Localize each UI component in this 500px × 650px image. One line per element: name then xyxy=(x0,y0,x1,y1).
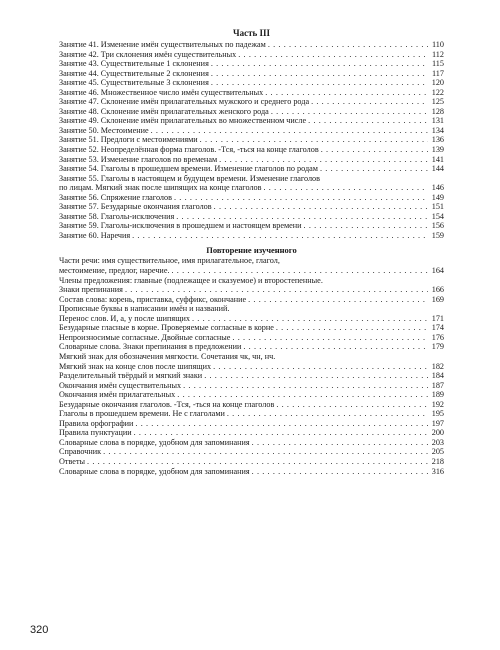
toc-entry xyxy=(59,135,444,145)
entry-line: Мягкий знак для обозначения мягкости. Сочетания чк, чн, нч. xyxy=(59,351,276,361)
toc-entry xyxy=(59,342,444,352)
entry-title: Занятие 57. Безударные окончания глаголов xyxy=(59,202,212,212)
entry-title-continued: по лицам. Мягкий знак после шипящих на конце глаголов xyxy=(59,183,262,193)
entry-title: Окончания имён прилагательных xyxy=(59,390,176,400)
dot-leader xyxy=(176,212,428,222)
entry-title: Занятие 41. Изменение имён существительных по падежам xyxy=(59,40,266,49)
entry-title: Безударные окончания глаголов. -Тся, -ться на конце глаголов xyxy=(59,399,275,409)
toc-entry xyxy=(59,174,444,193)
entry-page: 179 xyxy=(431,342,444,352)
entry-title: Перенос слов. И, а, у после шипящих xyxy=(59,313,190,323)
entry-title: Занятие 58. Глаголы-исключения xyxy=(59,211,175,221)
dot-leader xyxy=(265,88,428,98)
review-entries xyxy=(59,256,444,476)
entry-page: 117 xyxy=(432,68,444,78)
entry-title: Окончания имён существительных xyxy=(59,380,182,390)
entry-page: 184 xyxy=(431,371,444,381)
entry-page: 205 xyxy=(431,447,444,457)
dot-leader xyxy=(271,107,428,117)
toc-entry xyxy=(59,371,444,381)
toc-entry xyxy=(59,400,444,410)
toc-entry xyxy=(59,428,444,438)
entry-page: 112 xyxy=(432,49,444,59)
toc-entry xyxy=(59,50,444,60)
dot-leader xyxy=(211,78,428,88)
entry-title: Занятие 60. Наречия xyxy=(59,230,131,240)
dot-leader xyxy=(243,342,428,352)
dot-leader xyxy=(304,221,428,231)
entry-title: Занятие 56. Спряжение глаголов xyxy=(59,192,172,202)
entry-title: Занятие 45. Существительные 3 склонения xyxy=(59,78,209,88)
dot-leader xyxy=(232,333,428,343)
entry-title: Словарные слова. Знаки препинания в предложении xyxy=(59,342,242,352)
entry-page: 164 xyxy=(431,266,444,276)
entry-title: Занятие 55. Глаголы в настоящем и будущем времени. Изменение глаголов xyxy=(59,173,321,183)
entry-title: Справочник xyxy=(59,447,102,457)
dot-leader xyxy=(252,438,428,448)
toc-entry xyxy=(59,276,444,295)
entry-title: Ответы xyxy=(59,456,86,466)
toc-entry xyxy=(59,40,444,50)
entry-page: 125 xyxy=(431,97,444,107)
entry-page: 169 xyxy=(431,294,444,304)
entry-title: Занятие 50. Местоимение xyxy=(59,125,149,135)
entry-page: 136 xyxy=(431,135,444,145)
dot-leader xyxy=(227,409,428,419)
entry-title: Занятие 54. Глаголы в прошедшем времени. Изменение глаголов по родам xyxy=(59,164,318,174)
toc-entry xyxy=(59,419,444,429)
entry-page: 197 xyxy=(431,418,444,428)
page-number: 320 xyxy=(30,624,49,636)
dot-leader xyxy=(311,97,428,107)
part-entries xyxy=(59,40,444,240)
dot-leader xyxy=(248,295,428,305)
entry-title: Занятие 44. Существительные 2 склонения xyxy=(59,68,209,78)
entry-line: Части речи: имя существительное, имя прилагательное, глагол, xyxy=(59,256,280,266)
entry-page: 115 xyxy=(432,59,444,69)
toc-entry xyxy=(59,88,444,98)
entry-page: 195 xyxy=(431,409,444,419)
toc-entry xyxy=(59,164,444,174)
toc-entry xyxy=(59,438,444,448)
toc-entry xyxy=(59,193,444,203)
dot-leader xyxy=(238,50,428,60)
entry-page: 203 xyxy=(431,437,444,447)
entry-page: 144 xyxy=(431,164,444,174)
part-title: Часть III xyxy=(232,28,271,38)
dot-leader xyxy=(214,202,428,212)
entry-page: 187 xyxy=(431,380,444,390)
entry-page: 316 xyxy=(431,466,444,476)
toc-entry xyxy=(59,256,444,275)
entry-page: 189 xyxy=(431,390,444,400)
entry-page: 182 xyxy=(431,361,444,371)
entry-page: 171 xyxy=(431,313,444,323)
entry-page: 192 xyxy=(431,399,444,409)
toc-entry xyxy=(59,447,444,457)
toc-entry xyxy=(59,231,444,241)
toc-entry xyxy=(59,78,444,88)
toc-entry xyxy=(59,116,444,126)
entry-title: Безударные гласные в корне. Проверяемые согласные в корне xyxy=(59,323,274,333)
toc-entry xyxy=(59,97,444,107)
toc-entry xyxy=(59,381,444,391)
entry-line: Прописные буквы в написании имён и названий. xyxy=(59,304,230,314)
entry-title: Словарные слова в порядке, удобном для запоминания xyxy=(59,466,250,476)
entry-page: 146 xyxy=(431,183,444,193)
toc-entry xyxy=(59,323,444,333)
entry-page: 122 xyxy=(431,87,444,97)
toc-entry xyxy=(59,212,444,222)
entry-page: 154 xyxy=(431,211,444,221)
entry-page: 156 xyxy=(431,221,444,231)
toc-entry xyxy=(59,352,444,371)
entry-title: Непроизносимые согласные. Двойные согласные xyxy=(59,332,231,342)
entry-title: Разделительный твёрдый и мягкий знаки xyxy=(59,371,203,381)
dot-leader xyxy=(320,164,428,174)
toc-entry xyxy=(59,457,444,467)
entry-page: 128 xyxy=(431,106,444,116)
entry-title: Занятие 51. Предлоги с местоимениями xyxy=(59,135,198,145)
entry-page: 174 xyxy=(431,323,444,333)
entry-title: Глаголы в прошедшем времени. Не с глаголами xyxy=(59,409,225,419)
entry-title: Занятие 43. Существительные 1 склонения xyxy=(59,59,209,69)
dot-leader xyxy=(204,371,428,381)
entry-title: Занятие 52. Неопределённая форма глаголов. -Тся, -ться на конце глаголов xyxy=(59,145,319,155)
dot-leader xyxy=(308,116,428,126)
entry-page: 120 xyxy=(431,78,444,88)
toc-entry xyxy=(59,69,444,79)
dot-leader xyxy=(252,467,428,477)
entry-title: Состав слова: корень, приставка, суффикс, окончание xyxy=(59,294,247,304)
toc-entry xyxy=(59,390,444,400)
dot-leader xyxy=(125,285,428,295)
dot-leader xyxy=(276,400,428,410)
entry-title: Занятие 48. Склонение имён прилагательных женского рода xyxy=(59,106,269,116)
toc-entry xyxy=(59,409,444,419)
dot-leader xyxy=(134,428,428,438)
toc-entry xyxy=(59,295,444,305)
entry-title: Занятие 46. Множественное число имён существительных xyxy=(59,87,264,97)
entry-page: 176 xyxy=(431,332,444,342)
dot-leader xyxy=(103,447,428,457)
entry-title: Словарные слова в порядке, удобном для запоминания xyxy=(59,437,250,447)
dot-leader xyxy=(321,145,428,155)
entry-page: 139 xyxy=(431,145,444,155)
toc-entry xyxy=(59,467,444,477)
dot-leader xyxy=(268,40,428,50)
toc-entry xyxy=(59,59,444,69)
dot-leader xyxy=(211,69,428,79)
toc-entry xyxy=(59,126,444,136)
dot-leader xyxy=(183,381,428,391)
toc-entry xyxy=(59,107,444,117)
entry-page: 131 xyxy=(431,116,444,126)
entry-title: Занятие 59. Глаголы-исключения в прошедшем и настоящем времени xyxy=(59,221,302,231)
toc-entry xyxy=(59,155,444,165)
entry-page: 166 xyxy=(431,285,444,295)
toc-entry xyxy=(59,145,444,155)
dot-leader xyxy=(172,266,429,276)
entry-line: Члены предложения: главные (подлежащее и сказуемое) и второстепенные. xyxy=(59,275,323,285)
entry-page: 159 xyxy=(431,230,444,240)
dot-leader xyxy=(135,419,428,429)
dot-leader xyxy=(132,231,428,241)
review-section-title: Повторение изученного xyxy=(206,245,297,256)
toc-entry xyxy=(59,304,444,323)
dot-leader xyxy=(264,183,429,193)
entry-title: Правила орфографии xyxy=(59,418,134,428)
dot-leader xyxy=(151,126,428,136)
entry-title: Знаки препинания xyxy=(59,285,123,295)
entry-title: Занятие 47. Склонение имён прилагательных мужского и среднего рода xyxy=(59,97,310,107)
dot-leader xyxy=(213,362,428,372)
entry-title: Занятие 49. Склонение имён прилагательных во множественном числе xyxy=(59,116,307,126)
entry-title: местоимение, предлог, наречие. xyxy=(59,266,170,276)
entry-page: 141 xyxy=(431,154,444,164)
dot-leader xyxy=(276,323,428,333)
dot-leader xyxy=(87,457,428,467)
dot-leader xyxy=(174,193,428,203)
table-of-contents xyxy=(59,28,444,476)
dot-leader xyxy=(200,135,428,145)
entry-page: 151 xyxy=(431,202,444,212)
entry-title: Мягкий знак на конце слов после шипящих xyxy=(59,361,212,371)
entry-title: Занятие 53. Изменение глаголов по временам xyxy=(59,154,218,164)
dot-leader xyxy=(211,59,428,69)
entry-page: 200 xyxy=(431,428,444,438)
entry-page: 218 xyxy=(431,456,444,466)
entry-title: Правила пунктуации xyxy=(59,428,132,438)
entry-title: Занятие 42. Три склонения имён существительных xyxy=(59,49,237,59)
dot-leader xyxy=(219,155,428,165)
toc-entry xyxy=(59,202,444,212)
dot-leader xyxy=(177,390,428,400)
entry-page: 134 xyxy=(431,125,444,135)
toc-entry xyxy=(59,221,444,231)
entry-page: 149 xyxy=(431,192,444,202)
toc-entry xyxy=(59,333,444,343)
dot-leader xyxy=(192,314,428,324)
entry-page: 110 xyxy=(432,40,444,49)
